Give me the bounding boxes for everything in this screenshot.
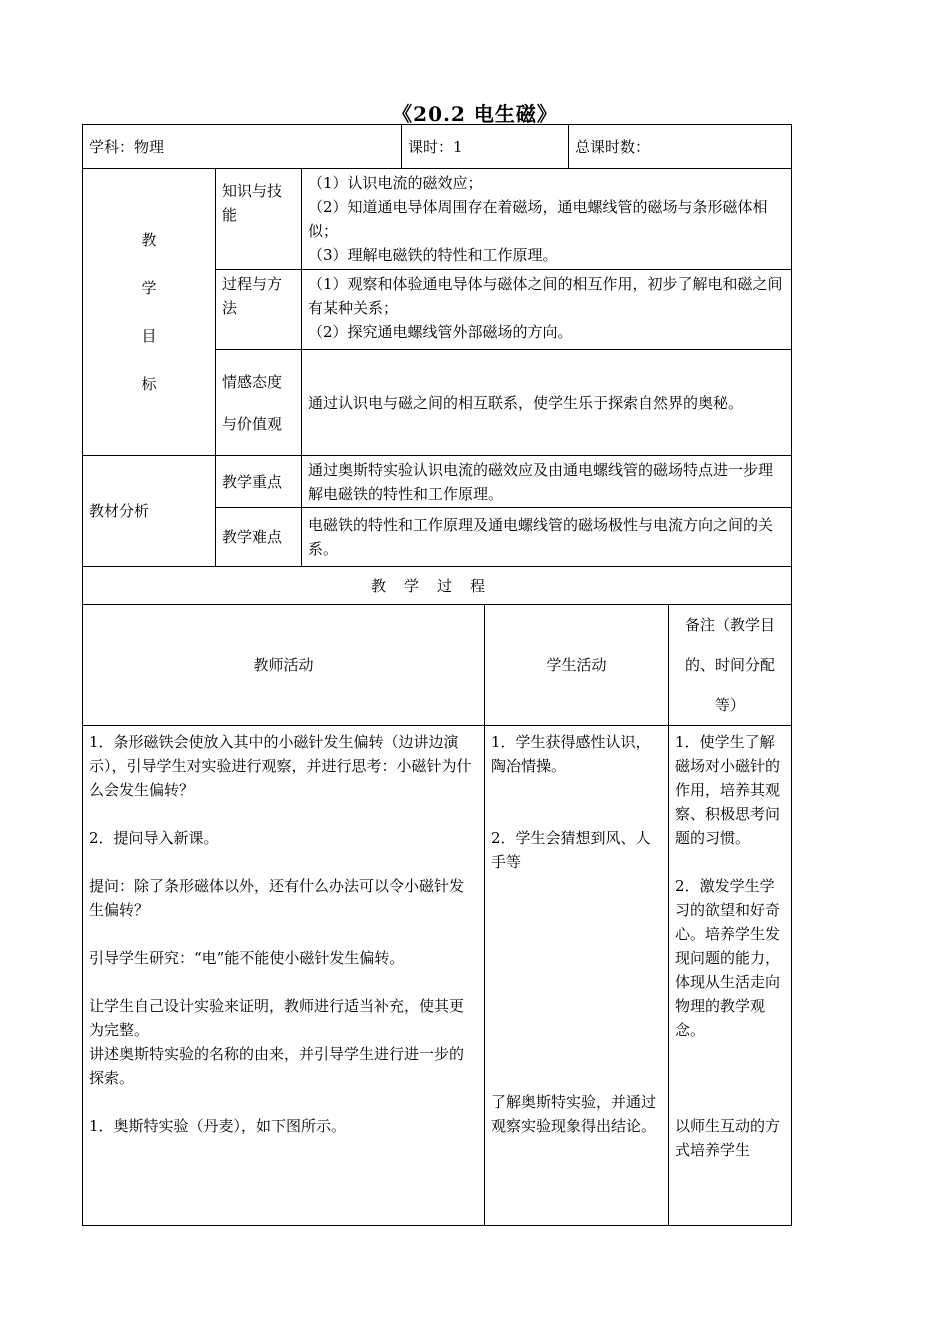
material-analysis-label: 教材分析 bbox=[83, 456, 216, 567]
key-point-label: 教学重点 bbox=[216, 456, 302, 508]
teacher-paragraph-2: 2．提问导入新课。 bbox=[89, 829, 219, 847]
document-title: 《20.2 电生磁》 bbox=[392, 102, 558, 126]
teacher-paragraph-3: 提问：除了条形磁体以外，还有什么办法可以令小磁针发生偏转？ bbox=[89, 877, 465, 919]
student-activity-header: 学生活动 bbox=[485, 605, 669, 726]
remarks-content bbox=[669, 726, 792, 1226]
period-cell: 课时：1 bbox=[402, 125, 569, 169]
process-title-row bbox=[83, 567, 792, 605]
knowledge-label: 知识与技能 bbox=[216, 169, 302, 270]
remark-paragraph-1: 1．使学生了解磁场对小磁针的作用，培养其观察、积极思考问题的习惯。 bbox=[675, 733, 781, 847]
activity-header-row bbox=[83, 605, 792, 726]
teacher-activity-header: 教师活动 bbox=[83, 605, 485, 726]
key-point-content: 通过奥斯特实验认识电流的磁效应及由通电螺线管的磁场特点进一步理解电磁铁的特性和工作原理。 bbox=[302, 456, 792, 508]
student-paragraph-1: 1．学生获得感性认识，陶冶情操。 bbox=[491, 733, 651, 775]
difficult-point-content: 电磁铁的特性和工作原理及通电螺线管的磁场极性与电流方向之间的关系。 bbox=[302, 508, 792, 567]
subject-cell: 学科：物理 bbox=[83, 125, 402, 169]
emotion-content: 通过认识电与磁之间的相互联系，使学生乐于探索自然界的奥秘。 bbox=[302, 350, 792, 456]
difficult-point-label: 教学难点 bbox=[216, 508, 302, 567]
teacher-paragraph-4: 引导学生研究：“电”能不能使小磁针发生偏转。 bbox=[89, 949, 405, 967]
teacher-paragraph-5: 让学生自己设计实验来证明，教师进行适当补充，使其更为完整。 bbox=[89, 997, 465, 1039]
teaching-process-title: 教学过程 bbox=[83, 567, 792, 605]
remarks-header: 备注（教学目 的、时间分配 等） bbox=[669, 605, 792, 726]
header-row bbox=[83, 125, 792, 169]
remark-paragraph-2: 2．激发学生学习的欲望和好奇心。培养学生发现问题的能力，体现从生活走向物理的教学观念。 bbox=[675, 877, 781, 1039]
teacher-paragraph-1: 1．条形磁铁会使放入其中的小磁针发生偏转（边讲边演示），引导学生对实验进行观察，并进行思考：小磁针为什么会发生偏转？ bbox=[89, 733, 472, 799]
student-activity-content bbox=[485, 726, 669, 1226]
goal-knowledge-row bbox=[83, 169, 792, 270]
lesson-plan-table bbox=[82, 124, 792, 1226]
teaching-goals-label: 教 学 目 标 bbox=[83, 169, 216, 456]
emotion-label: 情感态度与价值观 bbox=[216, 350, 302, 456]
teacher-activity-content bbox=[83, 726, 485, 1226]
activity-content-row bbox=[83, 726, 792, 1226]
total-periods-cell: 总课时数： bbox=[569, 125, 792, 169]
student-paragraph-2: 2．学生会猜想到风、人手等 bbox=[491, 829, 651, 871]
student-paragraph-3: 了解奥斯特实验，并通过观察实验现象得出结论。 bbox=[491, 1093, 657, 1135]
knowledge-content: （1）认识电流的磁效应； （2）知道通电导体周围存在着磁场，通电螺线管的磁场与条形磁体相似； （3）理解电磁铁的特性和工作原理。 bbox=[302, 169, 792, 270]
process-label: 过程与方法 bbox=[216, 270, 302, 350]
process-content: （1）观察和体验通电导体与磁体之间的相互作用，初步了解电和磁之间有某种关系； （2）探究通电螺线管外部磁场的方向。 bbox=[302, 270, 792, 350]
remark-paragraph-3: 以师生互动的方式培养学生 bbox=[675, 1117, 781, 1159]
teacher-paragraph-6: 讲述奥斯特实验的名称的由来，并引导学生进行进一步的探索。 bbox=[89, 1045, 465, 1087]
teacher-paragraph-7: 1．奥斯特实验（丹麦），如下图所示。 bbox=[89, 1117, 347, 1135]
key-point-row bbox=[83, 456, 792, 508]
